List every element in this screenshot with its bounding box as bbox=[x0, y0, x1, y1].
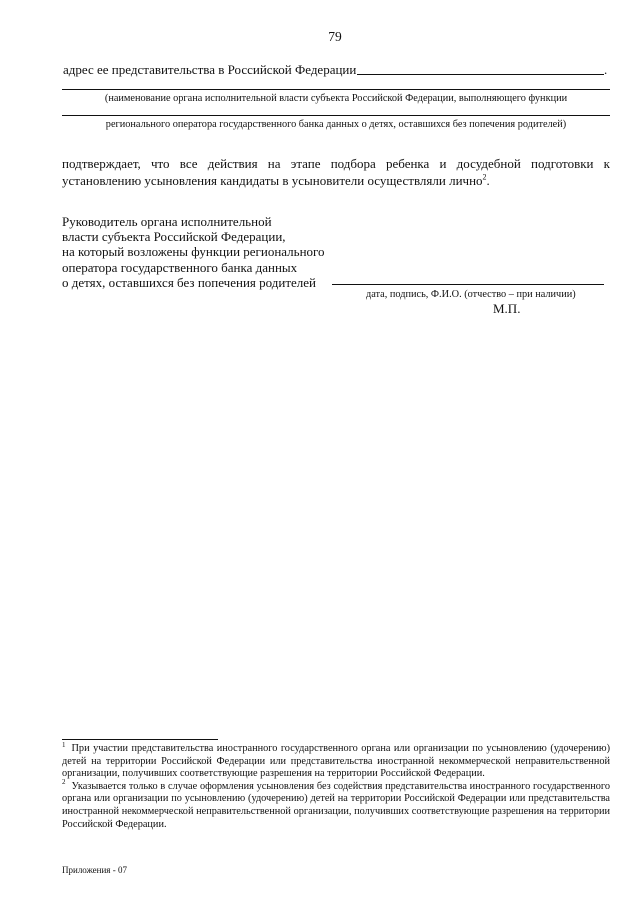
confirmation-line-2-text: установлению усыновления кандидаты в усыновители осуществляли лично bbox=[62, 173, 483, 188]
footnote-separator bbox=[62, 739, 218, 740]
confirmation-statement bbox=[62, 155, 610, 189]
address-line-end: . bbox=[604, 62, 608, 77]
footnote-1 bbox=[62, 740, 610, 781]
footnote-2 bbox=[62, 778, 610, 831]
address-label: адрес ее представительства в Российской Федерации bbox=[63, 62, 357, 77]
footnote-ref-2: 2 bbox=[482, 172, 487, 182]
footnotes bbox=[62, 740, 610, 831]
footnote-mark: 1 bbox=[62, 740, 66, 749]
confirmation-line-1: подтверждает, что все действия на этапе подбора ребенка и досудебной подготовки к bbox=[62, 156, 610, 171]
address-fill-line bbox=[357, 74, 604, 75]
signatory-title bbox=[62, 214, 325, 290]
seal-placeholder: М.П. bbox=[493, 301, 521, 316]
signatory-line: на который возложены функции регионального bbox=[62, 244, 325, 260]
authority-name-line bbox=[62, 89, 610, 90]
confirmation-end: . bbox=[486, 173, 490, 188]
page-number: 79 bbox=[328, 29, 342, 44]
signatory-line: власти субъекта Российской Федерации, bbox=[62, 229, 286, 245]
signature-line bbox=[332, 284, 604, 285]
signature-caption: дата, подпись, Ф.И.О. (отчество – при наличии) bbox=[366, 289, 576, 300]
footnote-mark: 2 bbox=[62, 778, 66, 787]
footnote-text: При участии представительства иностранного государственного органа или организации по усыновлению (удочерению) детей на территории Российской Федерации или представительства иностранной некоммерческой неправительственной организации, получивших соответствующие разрешения на территории Российской Федерации. bbox=[62, 743, 610, 780]
confirmation-line-2 bbox=[62, 172, 610, 189]
signatory-line: о детях, оставшихся без попечения родителей bbox=[62, 274, 316, 290]
signatory-line: оператора государственного банка данных bbox=[62, 259, 298, 275]
authority-name-caption: (наименование органа исполнительной власти субъекта Российской Федерации, выполняющего функции bbox=[104, 93, 568, 104]
operator-name-line bbox=[62, 115, 610, 116]
signatory-line: Руководитель органа исполнительной bbox=[62, 214, 272, 229]
operator-name-caption: регионального оператора государственного банка данных о детях, оставшихся без попечения родителей) bbox=[105, 119, 567, 130]
appendix-label: Приложения - 07 bbox=[62, 865, 127, 875]
footnote-text: Указывается только в случае оформления усыновления без содействия представительства иностранного государственного органа или организации по усыновлению (удочерению) детей на территории Российской Федерации или представительства иностранной некоммерческой неправительственной организации, получивших соответствующие разрешения на территории Российской Федерации. bbox=[62, 780, 610, 830]
